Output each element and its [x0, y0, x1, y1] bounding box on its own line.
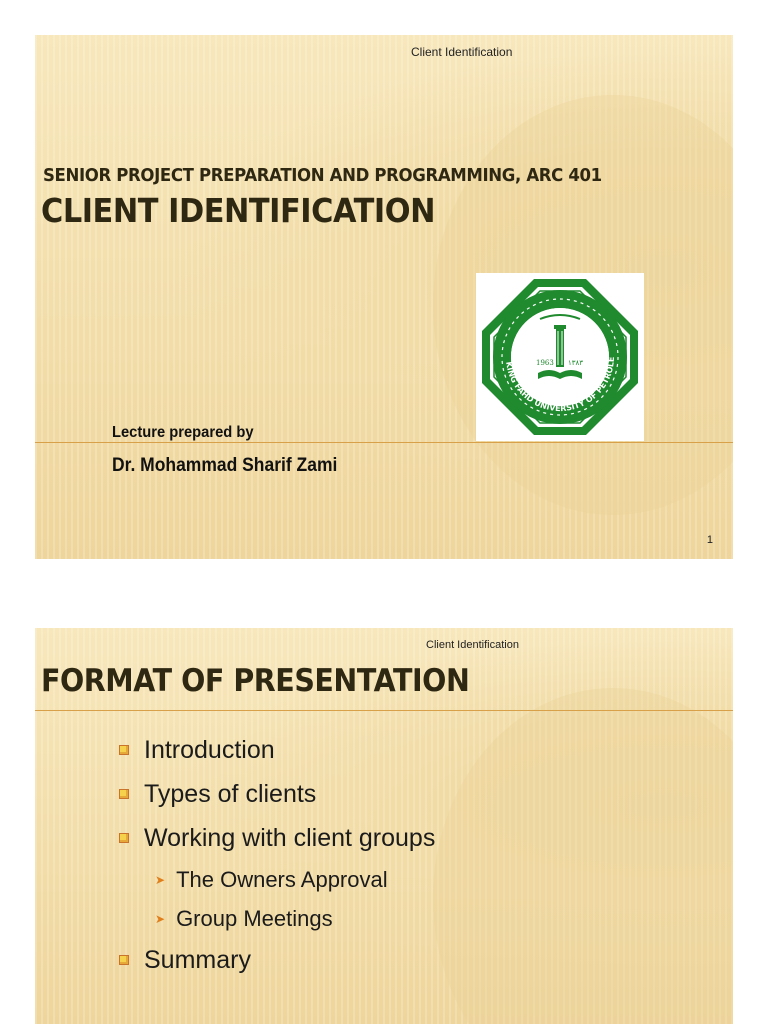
list-item-label: Working with client groups — [144, 823, 436, 852]
list-item — [119, 728, 435, 772]
list-item-label: Introduction — [144, 735, 275, 764]
sub-list-item-label: The Owners Approval — [176, 866, 388, 892]
lecture-label: Lecture prepared by — [112, 424, 254, 441]
arrow-bullet-icon: ➤ — [155, 872, 166, 887]
list-item — [119, 816, 435, 860]
square-bullet-icon — [119, 833, 129, 843]
list-item — [119, 772, 435, 816]
page-number: 1 — [706, 534, 713, 546]
sub-list-item-label: Group Meetings — [176, 905, 333, 931]
slide-title: CLIENT IDENTIFICATION — [41, 191, 436, 230]
logo-year-left: 1963 — [536, 359, 554, 367]
arrow-bullet-icon: ➤ — [155, 911, 166, 926]
outline-list — [119, 728, 435, 982]
title-divider — [35, 710, 733, 711]
list-item — [119, 938, 435, 982]
square-bullet-icon — [119, 955, 129, 965]
square-bullet-icon — [119, 745, 129, 755]
title-divider — [35, 442, 733, 443]
sub-list-item — [119, 860, 435, 899]
square-bullet-icon — [119, 789, 129, 799]
slide-header: Client Identification — [411, 45, 513, 59]
logo-year-right: ١٣٨٣ — [568, 359, 584, 367]
slide-2 — [35, 628, 733, 1024]
list-item-label: Summary — [144, 945, 251, 974]
list-item-label: Types of clients — [144, 779, 317, 808]
author-name: Dr. Mohammad Sharif Zami — [112, 455, 338, 476]
university-logo — [476, 273, 644, 441]
logo-english-text: KING FAHD UNIVERSITY OF PETROLE — [504, 356, 617, 414]
sub-list-item — [119, 899, 435, 938]
slide-header: Client Identification — [426, 639, 519, 651]
slide-title: FORMAT OF PRESENTATION — [41, 663, 470, 699]
course-subtitle: SENIOR PROJECT PREPARATION AND PROGRAMMING, ARC 401 — [43, 165, 602, 186]
slide-1 — [35, 35, 733, 559]
